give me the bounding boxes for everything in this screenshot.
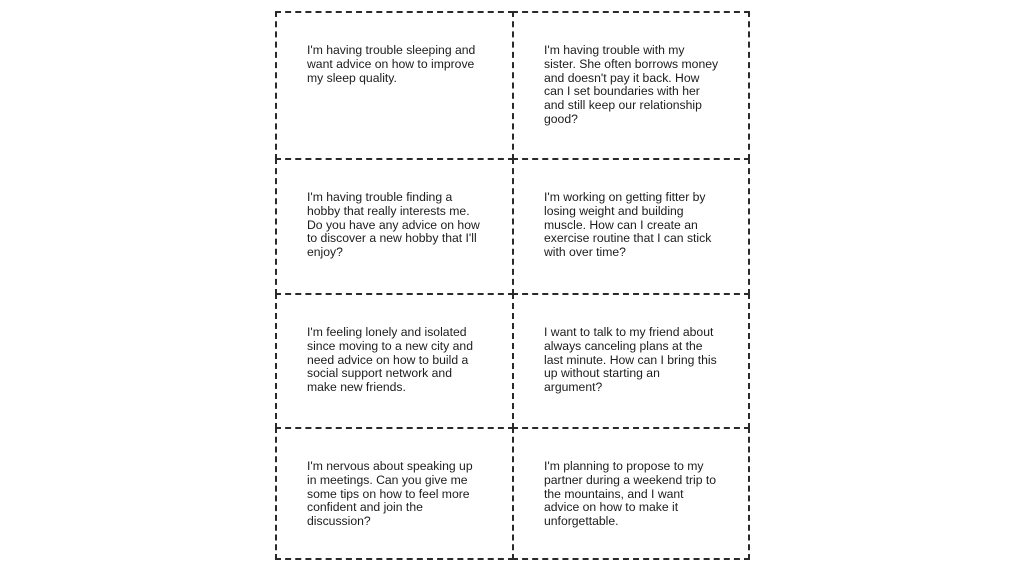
prompt-card-text: I'm having trouble sleeping and want advice on how to improve my sleep quality. bbox=[307, 43, 476, 85]
prompt-card-fitness bbox=[512, 158, 750, 295]
prompt-card-text: I'm having trouble with my sister. She often borrows money and doesn't pay it back. How can I set boundaries with her and still keep our relationship good? bbox=[544, 43, 719, 126]
prompt-card-text: I'm having trouble finding a hobby that really interests me. Do you have any advice on how to discover a new hobby that I'll enjoy? bbox=[307, 190, 480, 260]
prompt-card-hobby bbox=[275, 158, 514, 295]
prompt-card-text: I'm feeling lonely and isolated since moving to a new city and need advice on how to build a social support network and make new friends. bbox=[307, 325, 473, 395]
prompt-card-text: I'm planning to propose to my partner during a weekend trip to the mountains, and I want advice on how to make it unforgettable. bbox=[544, 459, 717, 529]
prompt-card-text: I want to talk to my friend about always canceling plans at the last minute. How can I bring this up without starting an argument? bbox=[544, 325, 717, 395]
prompt-card-sleep bbox=[275, 11, 514, 160]
prompt-card-sheet bbox=[275, 11, 750, 560]
prompt-card-proposal bbox=[512, 427, 750, 560]
prompt-card-sister-boundaries bbox=[512, 11, 750, 160]
prompt-card-text: I'm working on getting fitter by losing weight and building muscle. How can I create an exercise routine that I can stick with over time? bbox=[544, 190, 712, 260]
prompt-card-text: I'm nervous about speaking up in meetings. Can you give me some tips on how to feel more confident and join the discussion? bbox=[307, 459, 473, 529]
prompt-card-meetings bbox=[275, 427, 514, 560]
prompt-card-friend-canceling bbox=[512, 293, 750, 429]
prompt-card-lonely bbox=[275, 293, 514, 429]
